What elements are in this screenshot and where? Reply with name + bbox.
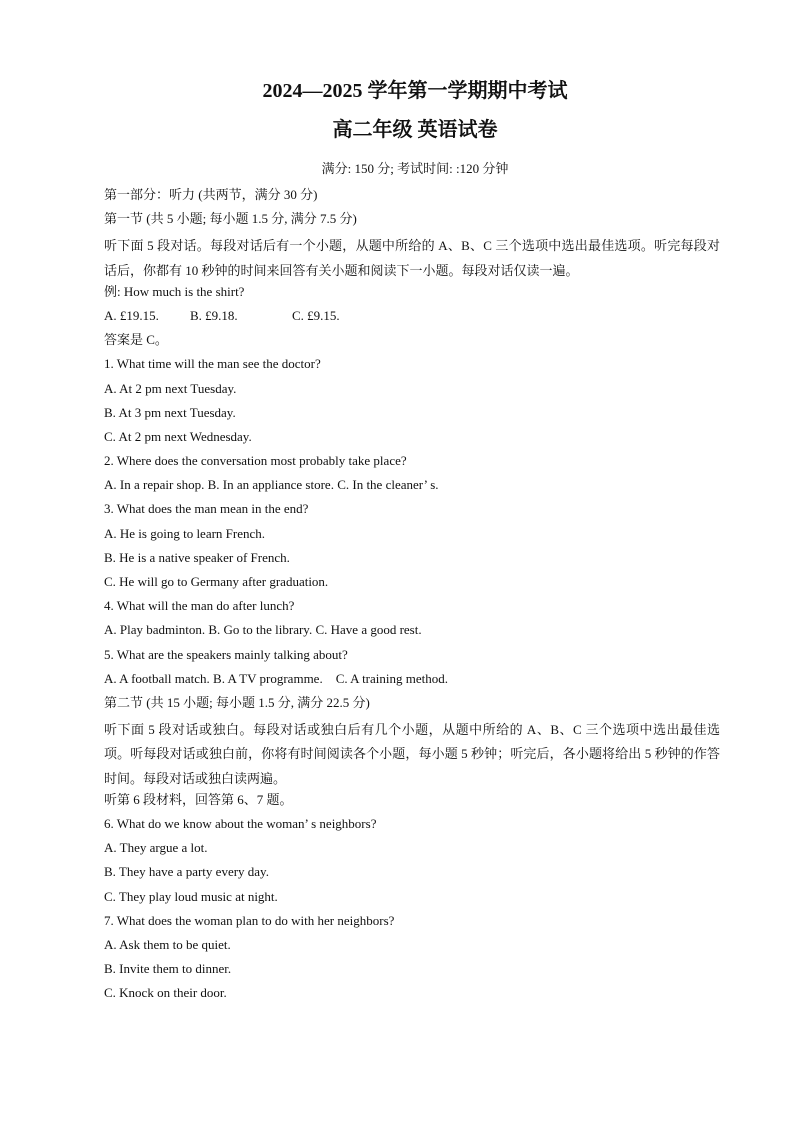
question-6-option-c: C. They play loud music at night.	[104, 888, 278, 904]
section1-instructions: 听下面 5 段对话。每段对话后有一个小题，从题中所给的 A、B、C 三个选项中选出最佳选项。听完每段对话后，你都有 10 秒钟的时间来回答有关小题和阅读下一小题。每段对话仅读一遍。	[104, 238, 720, 278]
question-4-options: A. Play badminton. B. Go to the library. C. Have a good rest.	[104, 622, 422, 638]
question-2-options: A. In a repair shop. B. In an appliance store. C. In the cleaner’ s.	[104, 477, 439, 493]
example-option-b: B. £9.18.	[190, 307, 238, 323]
score-info: 满分: 150 分; 考试时间: :120 分钟	[321, 161, 509, 176]
exam-title: 2024—2025 学年第一学期期中考试	[262, 80, 568, 102]
question-6-option-a: A. They argue a lot.	[104, 840, 208, 856]
question-3: 3. What does the man mean in the end?	[104, 501, 309, 517]
exam-content	[104, 186, 720, 1008]
question-5-options: A. A football match. B. A TV programme. C. A training method.	[104, 670, 448, 686]
question-1-option-a: A. At 2 pm next Tuesday.	[104, 380, 237, 396]
question-7-option-a: A. Ask them to be quiet.	[104, 936, 231, 952]
section2-heading: 第二节 (共 15 小题; 每小题 1.5 分, 满分 22.5 分)	[104, 694, 370, 710]
question-4: 4. What will the man do after lunch?	[104, 598, 295, 614]
question-3-option-b: B. He is a native speaker of French.	[104, 549, 290, 565]
material-note: 听第 6 段材料，回答第 6、7 题。	[104, 791, 293, 807]
example-options	[104, 307, 720, 331]
example-question: 例: How much is the shirt?	[104, 283, 245, 299]
example-option-c: C. £9.15.	[292, 307, 340, 323]
question-6: 6. What do we know about the woman’ s neighbors?	[104, 815, 377, 831]
question-7-option-c: C. Knock on their door.	[104, 985, 227, 1001]
question-5: 5. What are the speakers mainly talking about?	[104, 646, 348, 662]
question-7: 7. What does the woman plan to do with her neighbors?	[104, 912, 395, 928]
question-7-option-b: B. Invite them to dinner.	[104, 961, 232, 977]
question-6-option-b: B. They have a party every day.	[104, 864, 269, 880]
example-option-a: A. £19.15.	[104, 307, 159, 323]
section2-instructions: 听下面 5 段对话或独白。每段对话或独白后有几个小题，从题中所给的 A、B、C 三个选项中选出最佳选项。听每段对话或独白前，你将有时间阅读各个小题，每小题 5 秒钟；听完后，各小题将给出 5 秒钟的作答时间。每段对话或独白读两遍。	[104, 722, 720, 786]
question-1-option-b: B. At 3 pm next Tuesday.	[104, 404, 236, 420]
question-1-option-c: C. At 2 pm next Wednesday.	[104, 428, 252, 444]
question-3-option-a: A. He is going to learn French.	[104, 525, 266, 541]
part1-heading: 第一部分：听力 (共两节，满分 30 分)	[104, 187, 318, 202]
section1-heading: 第一节 (共 5 小题; 每小题 1.5 分, 满分 7.5 分)	[104, 211, 357, 227]
example-answer: 答案是 C。	[104, 332, 168, 348]
question-1: 1. What time will the man see the doctor?	[104, 356, 321, 372]
exam-subtitle: 高二年级 英语试卷	[332, 119, 498, 141]
question-2: 2. Where does the conversation most probably take place?	[104, 453, 407, 469]
question-3-option-c: C. He will go to Germany after graduation.	[104, 574, 329, 590]
